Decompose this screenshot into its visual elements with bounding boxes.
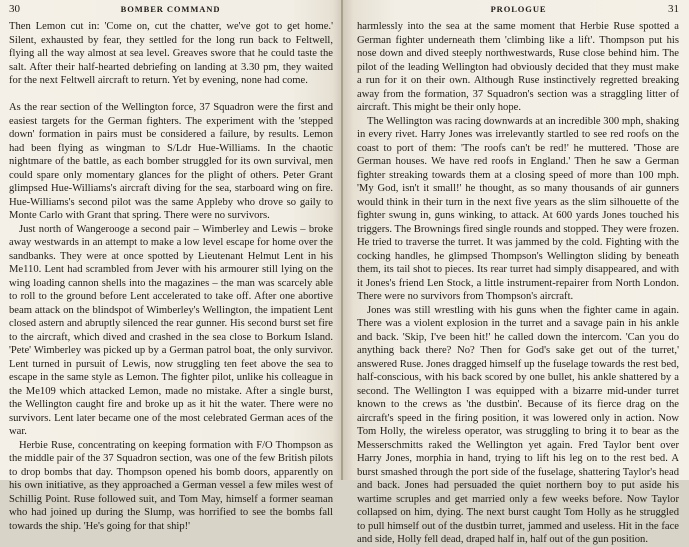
left-page-body bbox=[9, 20, 333, 533]
right-page-header bbox=[357, 3, 679, 20]
paragraph: The Wellington was racing downwards at an incredible 300 mph, shaking in every rivet. Harry Jones was irrelevantly startled to see red roofs on the coast to port of them: 'The roofs can't be red!' he muttered. 'Those are German houses. We have red roofs in England.' Then he saw a German fighter streaking towards them at a closing speed of more than 100 mph. 'My God, isn't it small!' he thought, as so many thousands of air gunners would think in their turn in the next five years as the slim silhouette of the fighter swung in, guns winking, to attack. At 600 yards Jones touched his triggers. The Brownings fired single rounds and stopped. They were frozen. He tried to traverse the turret. It was jammed by the cold. Fighting with the cocking handles, he glimpsed Thompson's Wellington sliding by beneath them, its tail shot to pieces. Its rear turret had simply disappeared, and with it Jones's friend Len Stock, a little instrument-repairer from North London. There were no survivors from Thompson's aircraft. bbox=[357, 115, 679, 302]
left-page-number: 30 bbox=[9, 3, 20, 15]
paragraph: Then Lemon cut in: 'Come on, cut the chatter, we've got to get home.' Silent, exhausted by fear, they settled for the long run back to Feltwell, flying all the way almost at sea level. Greaves swore that he could taste the salt. After their half-hearted debriefing on landing at 3.30 pm, they waited for the next Feltwell aircraft to return. Yet by evening, none had come. bbox=[9, 21, 333, 86]
paragraph: Jones was still wrestling with his guns when the fighter came in again. There was a violent explosion in the turret and a savage pain in his ankle and back. 'Skip, I've been hit!' he called down the intercom. 'Can you do anything back there? No? Then for God's sake get out of the turret,' answered Ruse. Jones dragged himself up the fuselage towards the rest bed, half-conscious, with his back scored by one bullet, his ankle shattered by a second. The Wellington I was equipped with a bizarre mid-under turret known to the crews as 'the dustbin'. Because of its fierce drag on the aircraft's speed in the firing position, it was lowered only in action. Now Tom Holly, the wireless operator, was struggling to bring it to bear as the Messerschmitts raked the Wellington yet again. Fred Taylor bent over Harry Jones, morphia in hand, trying to lift his leg on to the rest bed. A burst smashed through the port side of the fuselage, shattering Taylor's head and back. Jones had persuaded the quiet northern boy to put aside his wartime scruples and get married only a few weeks before. Now Taylor collapsed on him, dying. The next burst caught Tom Holly as he struggled to pull himself out of the dustbin turret, jammed and useless. Hit in the face and side, Holly fell dead, draped half in, half out of the gun position. bbox=[357, 304, 679, 545]
right-page-number: 31 bbox=[668, 3, 679, 15]
left-running-head: BOMBER COMMAND bbox=[120, 4, 221, 14]
right-page-body bbox=[357, 20, 679, 547]
left-page bbox=[0, 0, 343, 532]
left-page-header bbox=[9, 3, 333, 20]
paragraph: Herbie Ruse, concentrating on keeping formation with F/O Thompson as the middle pair of the 37 Squadron section, was one of the few British pilots to drop bombs that day. Thompson opened his bomb doors, apparently on his own initiative, as they approached a German vessel a few miles west of Schillig Point. Ruse followed suit, and Tom May, himself a former seaman who had joined up during the Slump, was horrified to see the bombs fall towards the ship. 'He's going for that ship!' bbox=[9, 439, 333, 532]
right-page bbox=[343, 0, 689, 545]
right-running-head: PROLOGUE bbox=[490, 4, 547, 14]
paragraph: As the rear section of the Wellington force, 37 Squadron were the first and easiest targets for the German fighters. The experiment with the 'stepped down' formation in pairs must be considered a failure, by results. Lemon had been flying as wingman to S/Ldr Hue-Williams. In the chaotic nightmare of the battle, as each bomber struggled for its own survival, men could spare only momentary glances for the plight of others. Peter Grant glimpsed Hue-Williams's aircraft diving for the sea, starboard wing on fire. Hue-Williams's second pilot was the same Appleby who drove so gaily to Monte Carlo with Grant that spring. There were no survivors. bbox=[9, 102, 333, 221]
paragraph: harmlessly into the sea at the same moment that Herbie Ruse spotted a German fighter underneath them 'climbing like a lift'. Thompson put his nose down and dived steeply northwestwards, Ruse close behind him. The pilot of the leading Wellington had obviously decided that they must make a run for it on their own. Although Ruse instinctively regretted breaking away from the formation, 37 Squadron's section was a straggling litter of aircraft. This might be their only hope. bbox=[357, 21, 679, 113]
paragraph: Just north of Wangerooge a second pair – Wimberley and Lewis – broke away westwards in an attempt to make a low level escape for home over the sandbanks. They were at once spotted by Lieutenant Helmut Lent in his Me110. Lent had scrambled from Jever with his armourer still lying on the wing loading cannon shells into the magazines – the man was scarcely able to roll to the ground before Lent accelerated to take off. After one abortive beam attack on the blindspot of Wimberley's Wellington, the impatient Lent closed astern and abruptly silenced the rear gunner. His second burst set fire to the aircraft, which dived and crashed in the sea close to Borkum Island. 'Pete' Wimberley was picked up by a German patrol boat, the only survivor. Lent turned in pursuit of Lewis, now struggling ten feet above the sea to escape in the same style as Lemon. The fighter pilot, unlike his colleague in the Me109 which attacked Lemon, made no mistake. After a single burst, the Wellington caught fire and broke up as it hit the water. There were no survivors. Lent later became one of the most celebrated German aces of the war. bbox=[9, 223, 333, 437]
